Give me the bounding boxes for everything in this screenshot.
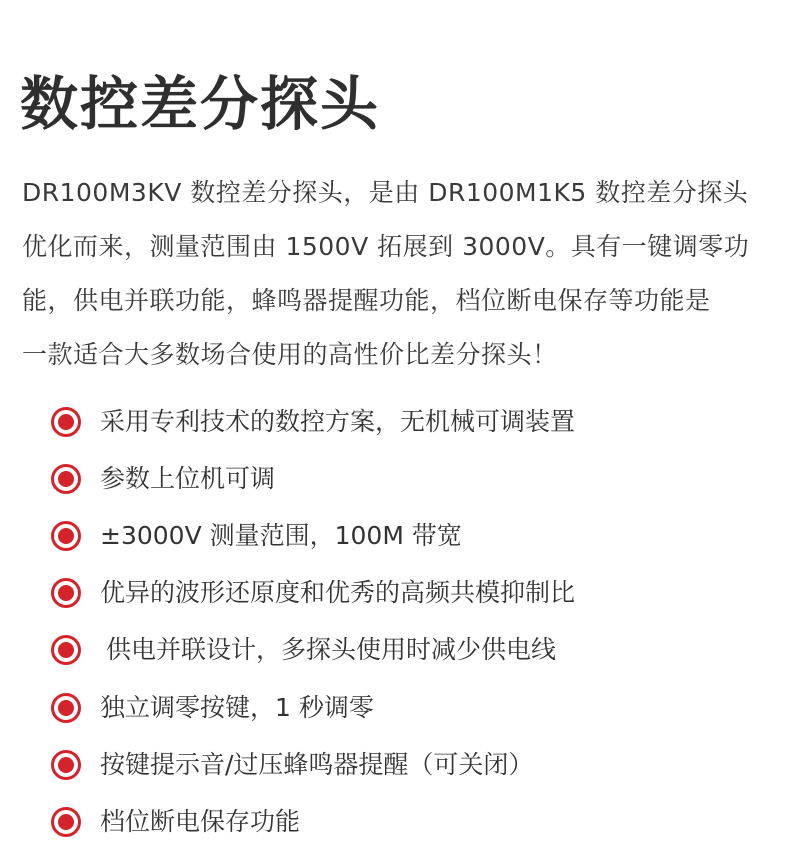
radio-bullet-icon <box>51 693 81 723</box>
radio-bullet-icon <box>51 635 81 665</box>
feature-text: 优异的波形还原度和优秀的高频共模抑制比 <box>100 578 576 608</box>
feature-item <box>0 736 790 793</box>
radio-bullet-icon <box>51 807 81 837</box>
radio-bullet-icon <box>51 407 81 437</box>
feature-item <box>0 793 790 850</box>
feature-text: 参数上位机可调 <box>100 463 276 493</box>
feature-item <box>0 679 790 736</box>
intro-line: 一款适合大多数场合使用的高性价比差分探头！ <box>22 340 558 369</box>
feature-item <box>0 393 790 450</box>
radio-bullet-icon <box>51 464 81 494</box>
page-title: 数控差分探头 <box>20 70 381 138</box>
feature-text: 独立调零按键，1 秒调零 <box>100 692 374 722</box>
radio-bullet-icon <box>51 521 81 551</box>
intro-line: 优化而来，测量范围由 1500V 拓展到 3000V。具有一键调零功 <box>22 232 750 261</box>
feature-text: 档位断电保存功能 <box>100 806 301 836</box>
intro-line: DR100M3KV 数控差分探头，是由 DR100M1K5 数控差分探头 <box>22 178 749 207</box>
intro-line: 能，供电并联功能，蜂鸣器提醒功能，档位断电保存等功能是 <box>22 286 711 315</box>
radio-bullet-icon <box>51 750 81 780</box>
intro-paragraph <box>22 166 770 382</box>
feature-item <box>0 507 790 564</box>
feature-text: 供电并联设计，多探头使用时减少供电线 <box>106 635 557 665</box>
feature-list <box>0 393 790 851</box>
feature-text: 采用专利技术的数控方案，无机械可调装置 <box>100 406 576 436</box>
radio-bullet-icon <box>51 578 81 608</box>
feature-text: ±3000V 测量范围，100M 带宽 <box>100 520 462 550</box>
feature-text: 按键提示音/过压蜂鸣器提醒（可关闭） <box>100 749 534 779</box>
feature-item <box>0 450 790 507</box>
feature-item <box>0 622 790 679</box>
feature-item <box>0 565 790 622</box>
